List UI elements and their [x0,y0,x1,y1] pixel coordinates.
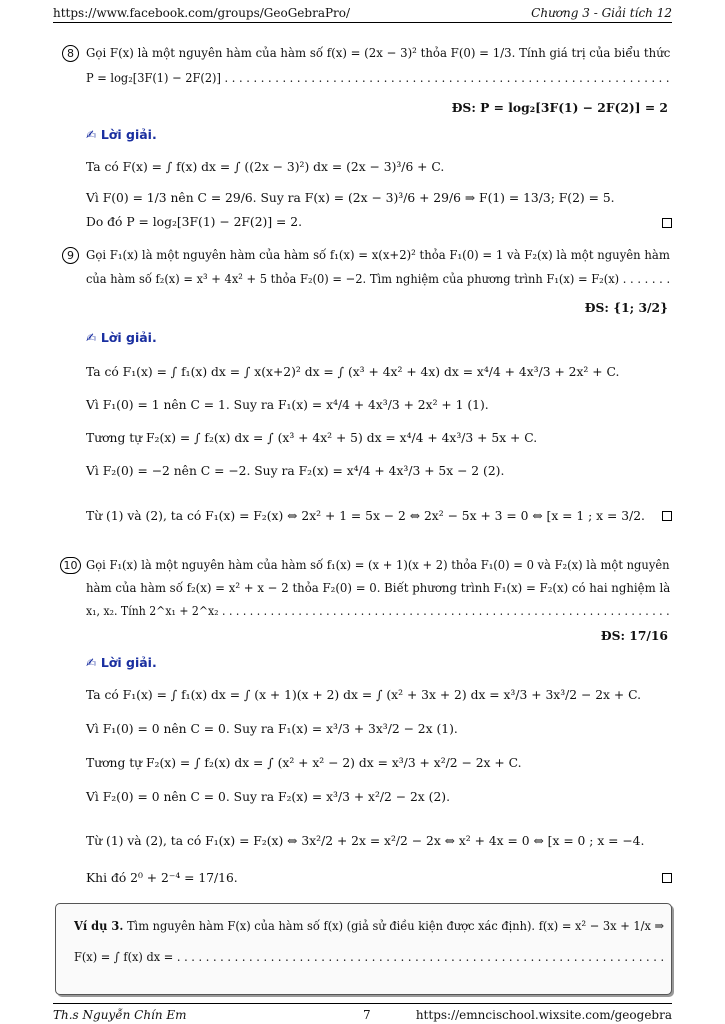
example-box [55,903,672,995]
problem-8-question-line-1: Gọi F(x) là một nguyên hàm của hàm số f(x) = (2x − 3)² thỏa F(0) = 1/3. Tính giá trị của biểu thức [86,46,671,60]
solution-label-8: ✍ Lời giải. [86,127,157,142]
footer-author: Th.s Nguyễn Chín Em [53,1008,187,1022]
problem-10-answer: ĐS: 17/16 [600,628,668,643]
problem-10-solution-line-3: Tương tự F₂(x) = ∫ f₂(x) dx = ∫ (x² + x² − 2) dx = x³/3 + x²/2 − 2x + C. [86,756,522,770]
example-text: Tìm nguyên hàm F(x) của hàm số f(x) (giả sử điều kiện được xác định). f(x) = x² − 3x + 1/x ⇒ [126,919,665,933]
problem-8-question-line-2: P = log₂[3F(1) − 2F(2)] . . . . . . . . . . . . . . . . . . . . . . . . . . . . . . . . . . . . . . . . . . . . . . . . . . . . . . . . . . . . . . [86,71,670,85]
header-chapter: Chương 3 - Giải tích 12 [531,6,672,20]
problem-8-solution-line-3: Do đó P = log₂[3F(1) − 2F(2)] = 2. [86,215,303,229]
problem-10-question-line-2: hàm của hàm số f₂(x) = x² + x − 2 thỏa F₂(0) = 0. Biết phương trình F₁(x) = F₂(x) có hai nghiệm là [86,581,671,595]
problem-10-solution-line-1: Ta có F₁(x) = ∫ f₁(x) dx = ∫ (x + 1)(x + 2) dx = ∫ (x² + 3x + 2) dx = x³/3 + 3x³/2 − 2x + C. [86,688,641,702]
problem-number-10: 10 [60,557,81,574]
problem-10-solution-line-2: Vì F₁(0) = 0 nên C = 0. Suy ra F₁(x) = x³/3 + 3x³/2 − 2x (1). [86,722,458,736]
header-url: https://www.facebook.com/groups/GeoGebraPro/ [53,6,351,20]
problem-9-solution-line-4: Vì F₂(0) = −2 nên C = −2. Suy ra F₂(x) = x⁴/4 + 4x³/3 + 5x − 2 (2). [86,464,505,478]
qed-square-icon [662,873,672,883]
problem-8-solution-line-1: Ta có F(x) = ∫ f(x) dx = ∫ ((2x − 3)²) dx = (2x − 3)³/6 + C. [86,160,445,174]
problem-number-8: 8 [62,45,79,62]
problem-9-solution-line-5: Từ (1) và (2), ta có F₁(x) = F₂(x) ⇔ 2x² + 1 = 5x − 2 ⇔ 2x² − 5x + 3 = 0 ⇔ [x = 1 ; x = 3/2. [86,509,645,523]
solution-label-10: ✍ Lời giải. [86,655,157,670]
problem-9-solution-line-1: Ta có F₁(x) = ∫ f₁(x) dx = ∫ x(x+2)² dx = ∫ (x³ + 4x² + 4x) dx = x⁴/4 + 4x³/3 + 2x² + C. [86,365,620,379]
problem-9-question-line-1: Gọi F₁(x) là một nguyên hàm của hàm số f₁(x) = x(x+2)² thỏa F₁(0) = 1 và F₂(x) là một nguyên hàm [86,248,670,262]
problem-9-question-line-2: của hàm số f₂(x) = x³ + 4x² + 5 thỏa F₂(0) = −2. Tìm nghiệm của phương trình F₁(x) = F₂(x) . . . . . . . [86,272,671,286]
qed-square-icon [662,218,672,228]
problem-number-9: 9 [62,247,79,264]
problem-8-answer: ĐS: P = log₂[3F(1) − 2F(2)] = 2 [451,100,668,115]
problem-9-solution-line-2: Vì F₁(0) = 1 nên C = 1. Suy ra F₁(x) = x⁴/4 + 4x³/3 + 2x² + 1 (1). [86,398,489,412]
example-label: Ví dụ 3. [74,918,124,933]
page-header [53,4,672,23]
problem-10-question-line-3: x₁, x₂. Tính 2^x₁ + 2^x₂ . . . . . . . . . . . . . . . . . . . . . . . . . . . . . . . . . . . . . . . . . . . . . . . . . . . . . . . . . . . . . . . . . [86,604,670,618]
example-line-2: F(x) = ∫ f(x) dx = . . . . . . . . . . . . . . . . . . . . . . . . . . . . . . . . . . . . . . . . . . . . . . . . . . . . . . . . . . . . . . . . . . . . [74,950,665,964]
problem-9-solution-line-3: Tương tự F₂(x) = ∫ f₂(x) dx = ∫ (x³ + 4x² + 5) dx = x⁴/4 + 4x³/3 + 5x + C. [86,431,538,445]
problem-10-solution-line-5: Từ (1) và (2), ta có F₁(x) = F₂(x) ⇔ 3x²/2 + 2x = x²/2 − 2x ⇔ x² + 4x = 0 ⇔ [x = 0 ; x = −4. [86,834,645,848]
problem-10-solution-line-6: Khi đó 2⁰ + 2⁻⁴ = 17/16. [86,871,238,885]
problem-10-solution-line-4: Vì F₂(0) = 0 nên C = 0. Suy ra F₂(x) = x³/3 + x²/2 − 2x (2). [86,790,450,804]
problem-10-question-line-1: Gọi F₁(x) là một nguyên hàm của hàm số f₁(x) = (x + 1)(x + 2) thỏa F₁(0) = 0 và F₂(x) là một nguyên [86,558,670,572]
page-number: 7 [363,1008,371,1022]
solution-label-9: ✍ Lời giải. [86,330,157,345]
footer-url: https://emncischool.wixsite.com/geogebra [415,1008,672,1022]
problem-9-answer: ĐS: {1; 3/2} [584,300,668,315]
qed-square-icon [662,511,672,521]
example-line-1 [74,918,664,933]
page-footer [53,1003,672,1022]
problem-8-solution-line-2: Vì F(0) = 1/3 nên C = 29/6. Suy ra F(x) = (2x − 3)³/6 + 29/6 ⇒ F(1) = 13/3; F(2) = 5. [86,191,615,205]
